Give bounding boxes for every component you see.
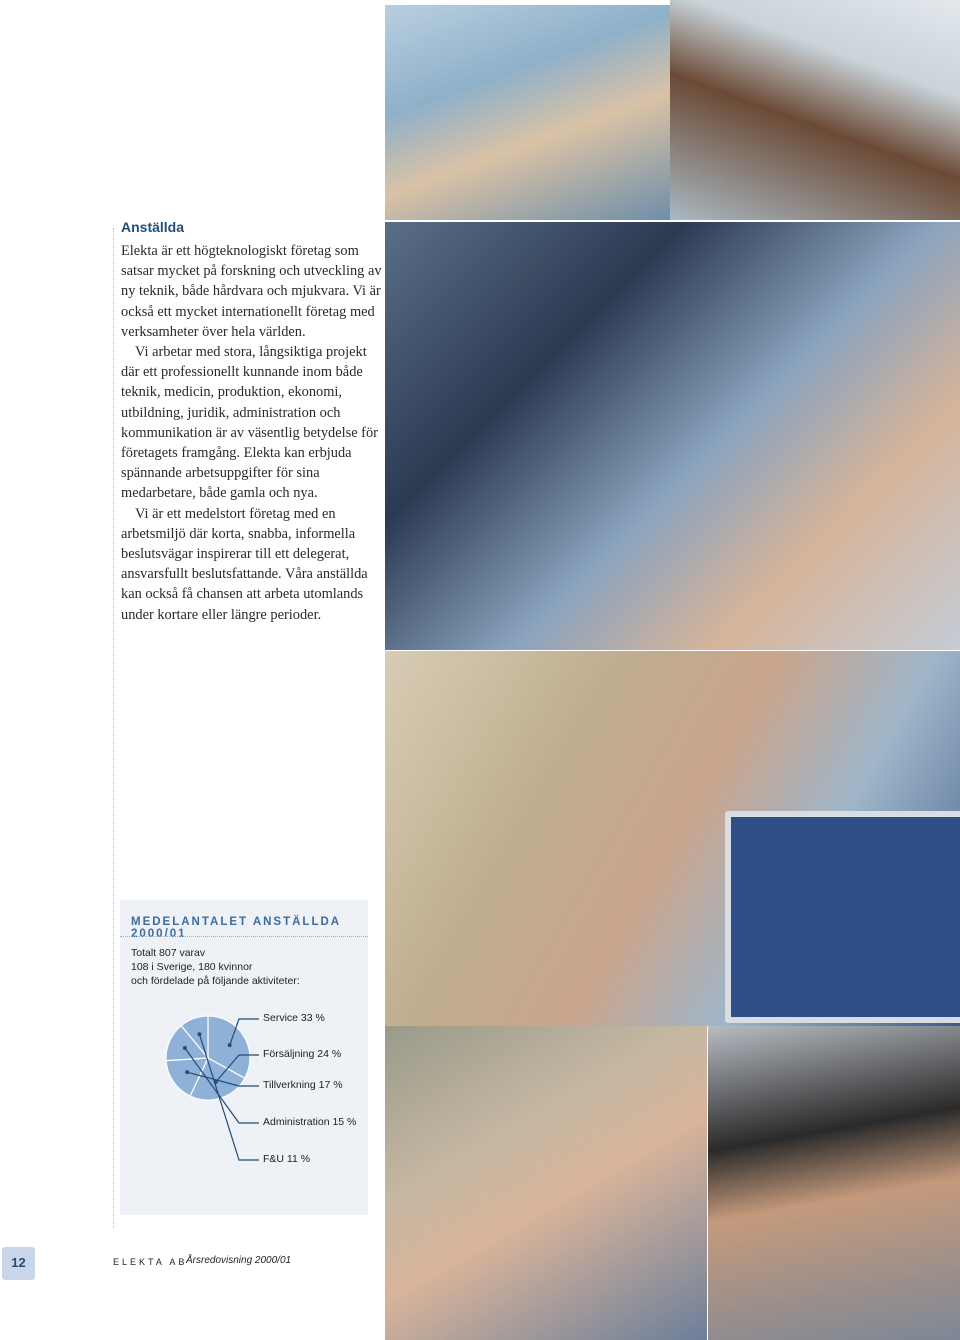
paragraph: Vi är ett medelstort företag med en arbetsmiljö där korta, snabba, informella beslutsvägar inspirerar till ett delegerat, ansvarsfullt beslutsfattande. Våra anställda kan också få chansen att arbeta utomlands under kortare eller längre perioder. bbox=[121, 505, 368, 623]
photo-team-at-screen bbox=[385, 222, 960, 650]
paragraph: Vi arbetar med stora, långsiktiga projekt där ett professionellt kunnande inom både teknik, medicin, produktion, ekonomi, utbildning, juridik, administration och kommunikation är av väsentlig betydelse för företagets framgång. Elekta kan erbjuda spännande arbetsuppgifter för sina medarbetare, både gamla och nya. bbox=[121, 344, 378, 502]
leader-dot bbox=[183, 1046, 187, 1050]
margin-guide bbox=[113, 228, 114, 1228]
photo-smiling-man bbox=[385, 5, 670, 220]
photo-man-at-monitor bbox=[385, 651, 960, 1026]
leader-dot bbox=[197, 1032, 201, 1036]
pie-label: Administration 15 % bbox=[263, 1116, 357, 1128]
report-title: Årsredovisning 2000/01 bbox=[186, 1255, 292, 1266]
intro-line: Totalt 807 varav bbox=[131, 947, 206, 959]
photo-smiling-woman bbox=[708, 1026, 960, 1340]
article-body bbox=[121, 241, 383, 625]
leader-dot bbox=[228, 1043, 232, 1047]
paragraph: Elekta är ett högteknologiskt företag som satsar mycket på forskning och utveckling av ny teknik, både hårdvara och mjukvara. Vi är också ett mycket internationellt företag med verksamheter över hela världen. bbox=[121, 243, 382, 340]
pie-label: Tillverkning 17 % bbox=[263, 1079, 343, 1091]
photo-laughing-man bbox=[670, 0, 960, 220]
pie-label: Service 33 % bbox=[263, 1012, 325, 1024]
intro-line: och fördelade på följande aktiviteter: bbox=[131, 975, 300, 987]
employee-stats-box bbox=[120, 900, 368, 1215]
company-name: ELEKTA AB bbox=[113, 1257, 188, 1267]
page-number: 12 bbox=[11, 1255, 26, 1270]
infobox-title: MEDELANTALET ANSTÄLLDA 2000/01 bbox=[131, 916, 341, 940]
page-number-badge bbox=[2, 1247, 35, 1280]
pie-label: F&U 11 % bbox=[263, 1153, 311, 1165]
pie-label: Försäljning 24 % bbox=[263, 1048, 342, 1060]
intro-line: 108 i Sverige, 180 kvinnor bbox=[131, 961, 253, 973]
leader-dot bbox=[185, 1070, 189, 1074]
section-heading: Anställda bbox=[121, 219, 185, 235]
monitor-screen bbox=[725, 811, 960, 1023]
photo-older-man-laughing bbox=[385, 1026, 707, 1340]
